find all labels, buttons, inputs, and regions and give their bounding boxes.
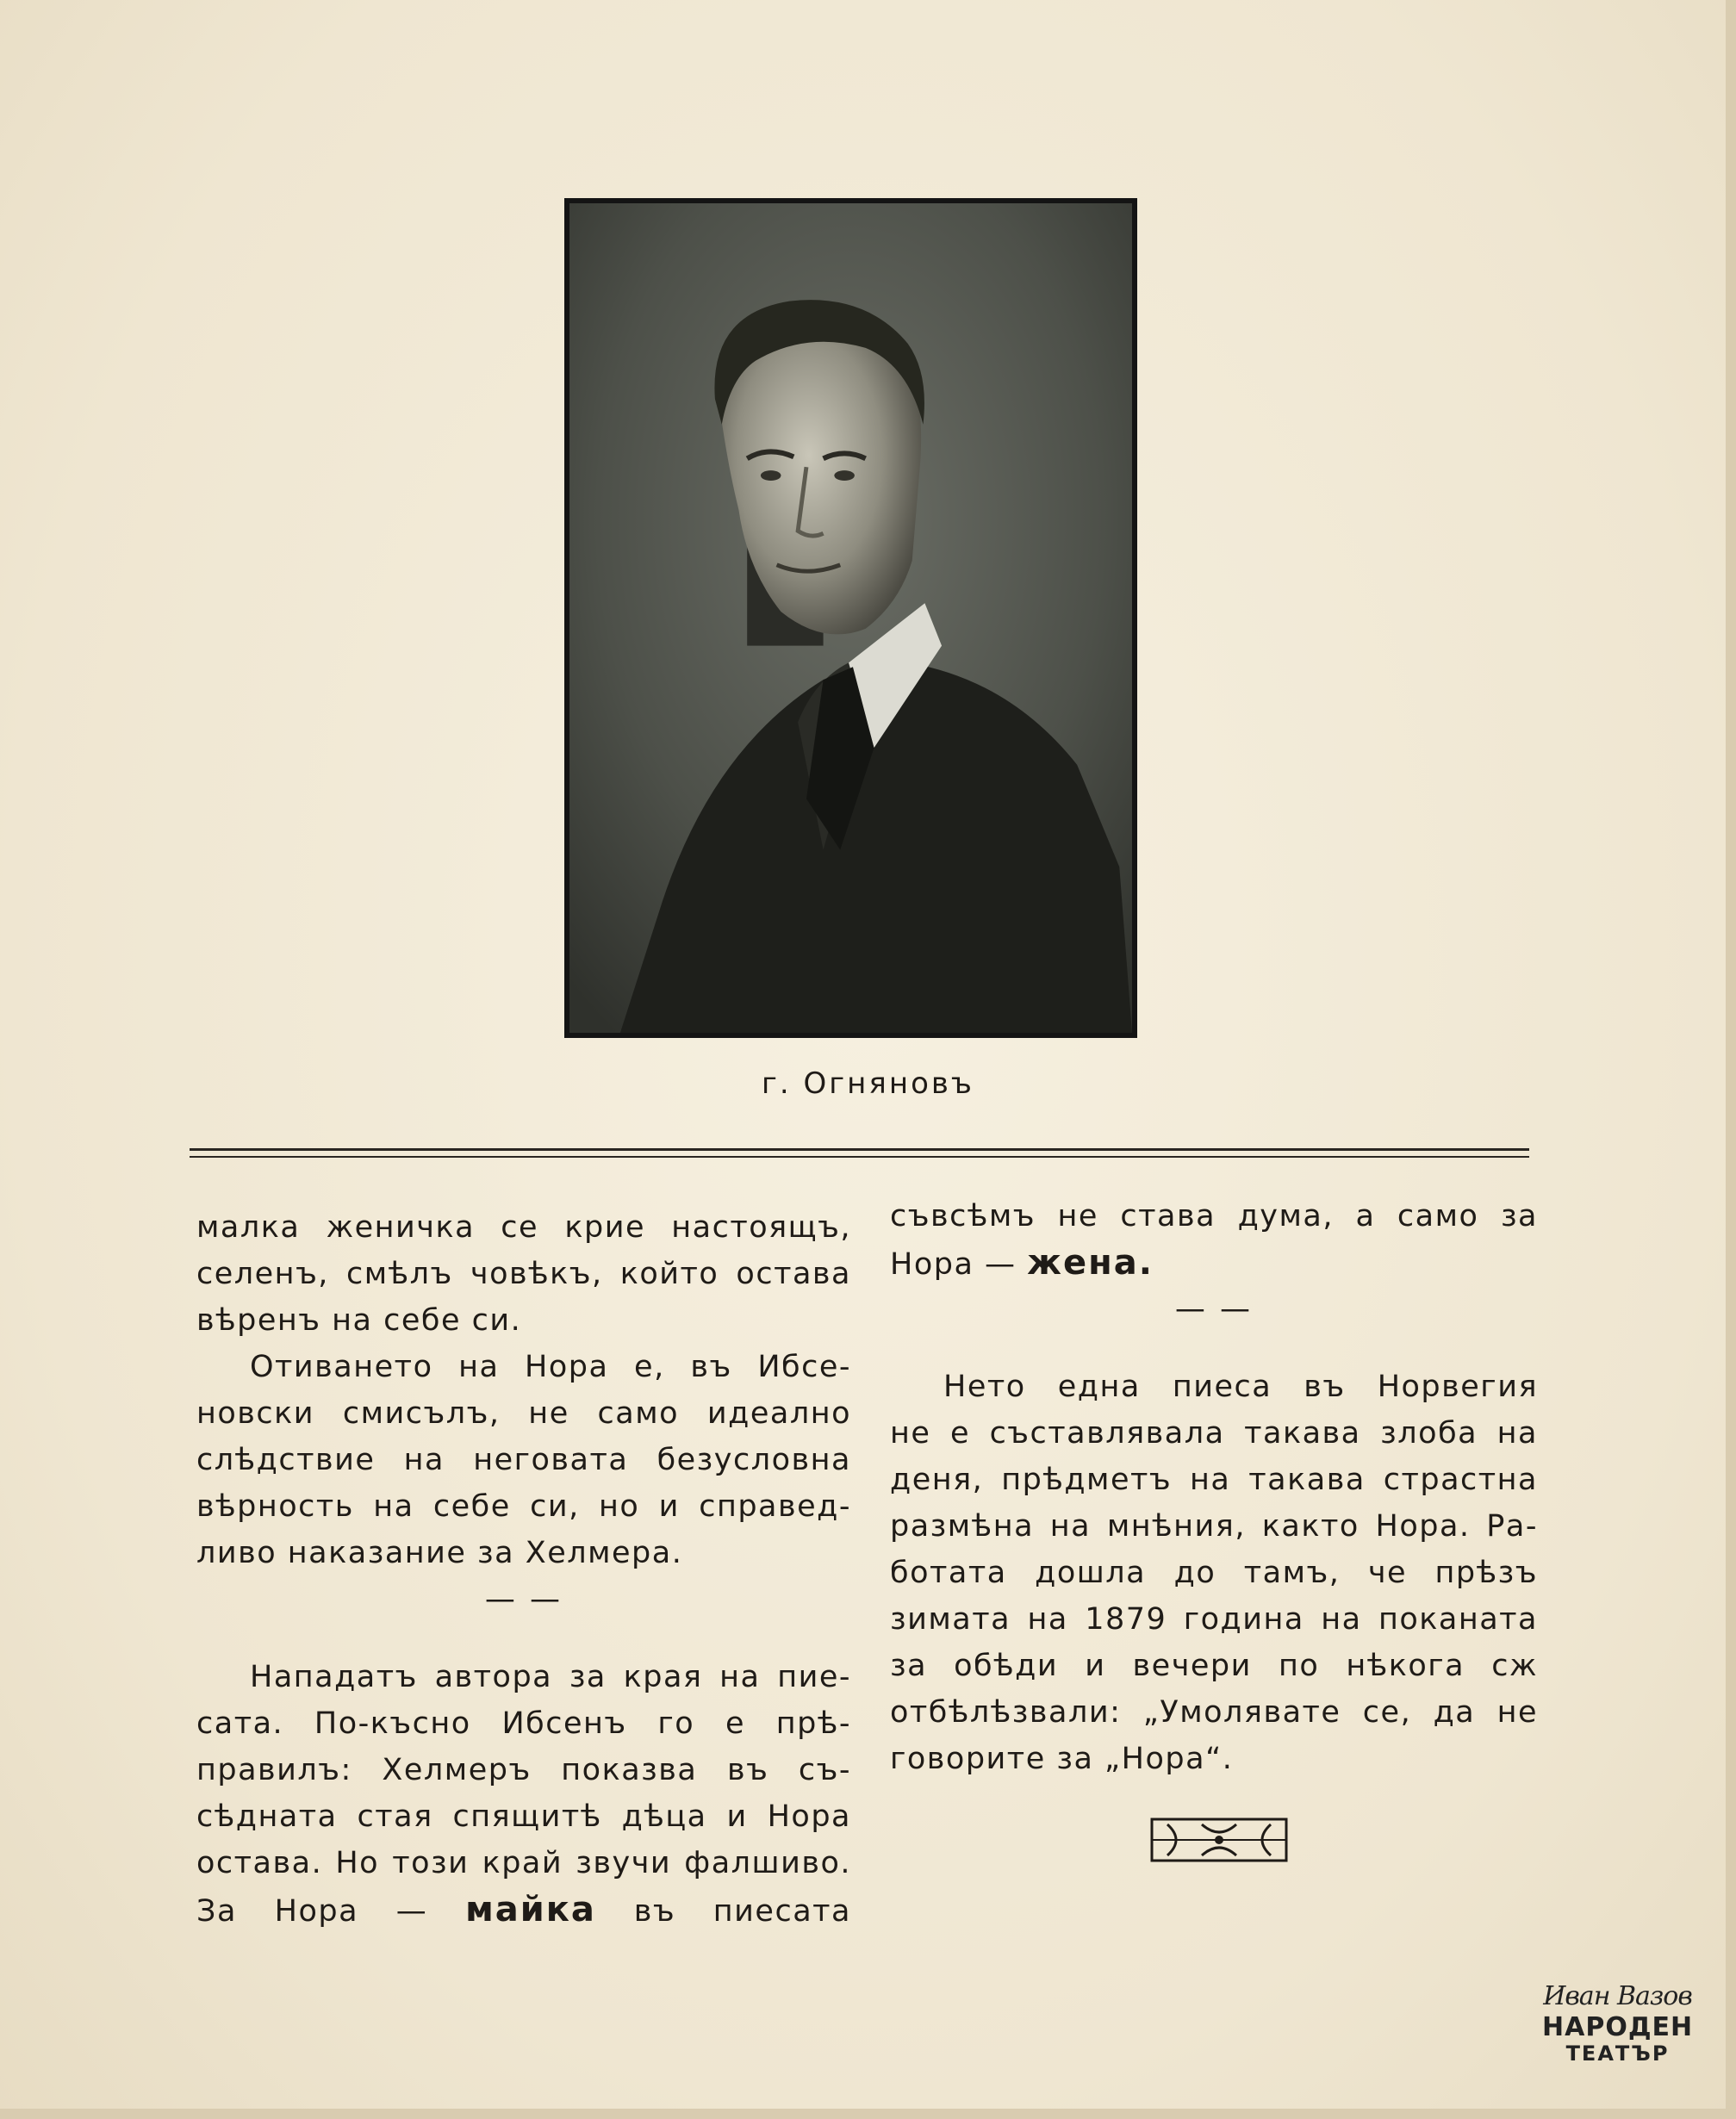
- text-line: малка женичка се крие настоящъ,: [196, 1210, 851, 1245]
- text-line: размѣна на мнѣния, както Нора. Ра-: [890, 1509, 1538, 1544]
- text-fragment: За Нора —: [196, 1894, 428, 1929]
- divider-line-bottom: [190, 1156, 1529, 1158]
- left-column: [196, 1204, 851, 1933]
- text-line: [196, 1886, 851, 1933]
- portrait-photo: [564, 198, 1137, 1038]
- text-line: слѣдствие на неговата безусловна: [196, 1443, 851, 1477]
- text-fragment: въ пиесата: [633, 1894, 851, 1929]
- logo-name-line2: ТЕАТЪР: [1565, 2041, 1670, 2066]
- text-line: отбѣлѣзвали: „Умолявате се, да не: [890, 1695, 1538, 1730]
- divider-line-top: [190, 1148, 1529, 1151]
- right-column: [890, 1193, 1538, 1782]
- text-line: вѣренъ на себе си.: [196, 1303, 522, 1338]
- logo-signature: Иван Вазов: [1543, 1981, 1692, 2011]
- text-line: говорите за „Нора“.: [890, 1742, 1234, 1776]
- ornament-icon: [1150, 1818, 1288, 1862]
- theatre-logo: [1542, 1981, 1693, 2076]
- text-line: ливо наказание за Хелмера.: [196, 1536, 683, 1570]
- text-line: Отиването на Нора е, въ Ибсе-: [250, 1350, 851, 1384]
- text-line: остава. Но този край звучи фалшиво.: [196, 1846, 851, 1880]
- emphasis-word: жена.: [1027, 1243, 1154, 1283]
- text-line: сата. По-късно Ибсенъ го е прѣ-: [196, 1706, 851, 1741]
- text-line: за обѣди и вечери по нѣкога сж: [890, 1649, 1538, 1683]
- page-edge-bottom: [0, 2109, 1736, 2119]
- text-line: [890, 1240, 1538, 1286]
- photo-caption: г. Огняновъ: [762, 1066, 974, 1101]
- section-separator: — —: [1174, 1292, 1254, 1327]
- emphasis-word: майка: [465, 1890, 596, 1929]
- logo-name-line1: НАРОДЕН: [1542, 2012, 1694, 2042]
- text-line: новски смисълъ, не само идеално: [196, 1396, 851, 1431]
- section-separator: — —: [484, 1582, 563, 1617]
- text-line: правилъ: Хелмеръ показва въ съ-: [196, 1753, 851, 1787]
- text-line: селенъ, смѣлъ човѣкъ, който остава: [196, 1257, 851, 1291]
- text-line: Нето една пиеса въ Норвегия: [943, 1370, 1538, 1404]
- text-line: не е съставлявала такава злоба на: [890, 1416, 1538, 1451]
- text-fragment: Нора —: [890, 1247, 1017, 1282]
- text-line: Нападатъ автора за края на пие-: [250, 1660, 851, 1694]
- text-line: зимата на 1879 година на поканата: [890, 1602, 1538, 1637]
- text-line: вѣрность на себе си, но и справед-: [196, 1489, 851, 1524]
- text-line: ботата дошла до тамъ, че прѣзъ: [890, 1556, 1538, 1590]
- text-line: сѣдната стая спящитѣ дѣца и Нора: [196, 1799, 851, 1834]
- text-line: деня, прѣдметъ на такава страстна: [890, 1463, 1538, 1497]
- text-line: съвсѣмъ не става дума, а само за: [890, 1199, 1538, 1233]
- page-edge-right: [1726, 0, 1736, 2119]
